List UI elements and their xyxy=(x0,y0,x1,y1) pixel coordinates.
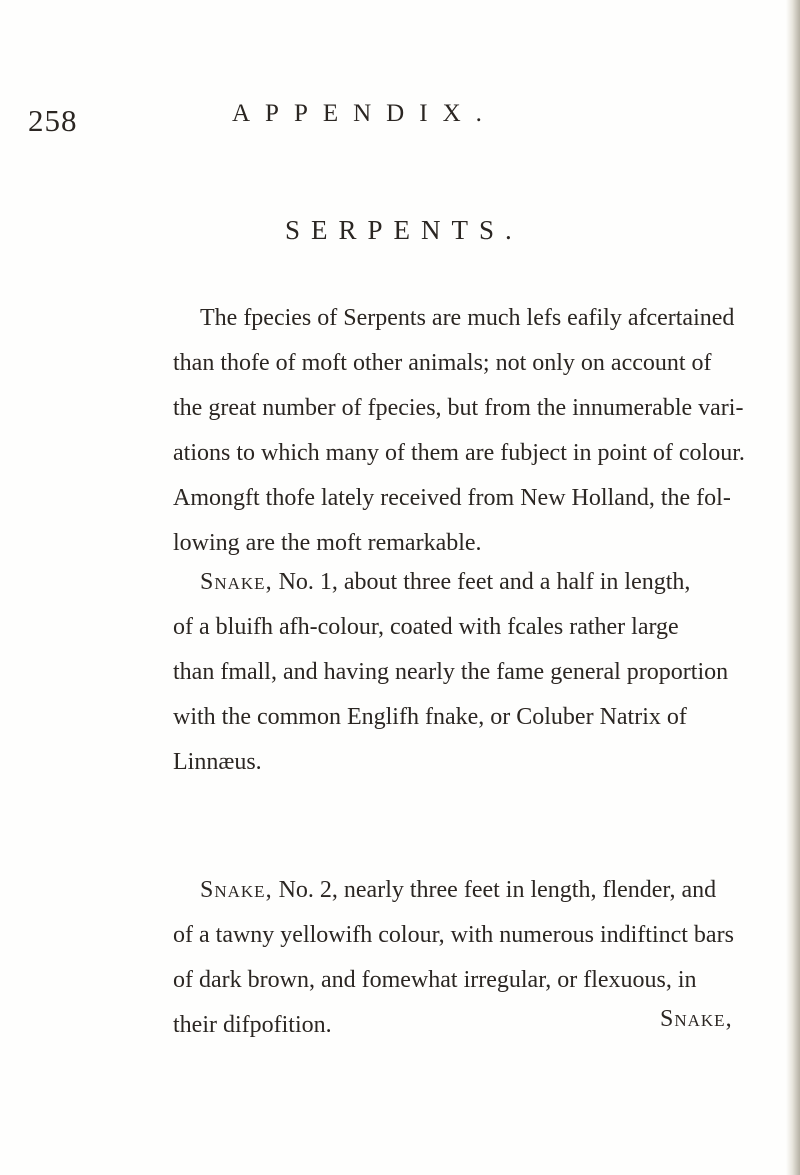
snake-lead-word: Snake, xyxy=(200,569,273,595)
paragraph-first-line xyxy=(173,868,793,913)
paragraph-line: Amongft thofe lately received from New Holland, the fol- xyxy=(173,485,731,511)
paragraph-line: with the common Englifh fnake, or Coluber Natrix of xyxy=(173,704,687,730)
paragraph-line: their difpofition. xyxy=(173,1012,332,1038)
page-number: 258 xyxy=(28,103,78,138)
paragraph-line: of a bluifh afh-colour, coated with fcales rather large xyxy=(173,614,679,640)
intro-paragraph xyxy=(173,296,793,566)
catchword: Snake, xyxy=(660,1006,733,1032)
section-title: SERPENTS. xyxy=(285,215,523,245)
snake-1-paragraph xyxy=(173,560,793,785)
paragraph-line: ations to which many of them are fubject in point of colour. xyxy=(173,440,745,466)
snake-lead-word: Snake, xyxy=(200,877,273,903)
running-head: APPENDIX. xyxy=(232,100,497,127)
paragraph-line: than thofe of moft other animals; not only on account of xyxy=(173,350,712,376)
paragraph-line: Linnæus. xyxy=(173,749,262,775)
paragraph-line: the great number of fpecies, but from the innumerable vari- xyxy=(173,395,744,421)
paragraph-line: of dark brown, and fomewhat irregular, or flexuous, in xyxy=(173,967,697,993)
paragraph-line-text: No. 2, nearly three feet in length, flender, and xyxy=(272,877,717,903)
paragraph-line: lowing are the moft remarkable. xyxy=(173,530,482,556)
paragraph-line: of a tawny yellowifh colour, with numerous indiftinct bars xyxy=(173,922,734,948)
paragraph-line: The fpecies of Serpents are much lefs eafily afcertained xyxy=(200,305,735,331)
paragraph-first-line xyxy=(173,560,793,605)
paragraph-line-text: No. 1, about three feet and a half in length, xyxy=(272,569,691,595)
paragraph-line: than fmall, and having nearly the fame general proportion xyxy=(173,659,729,685)
